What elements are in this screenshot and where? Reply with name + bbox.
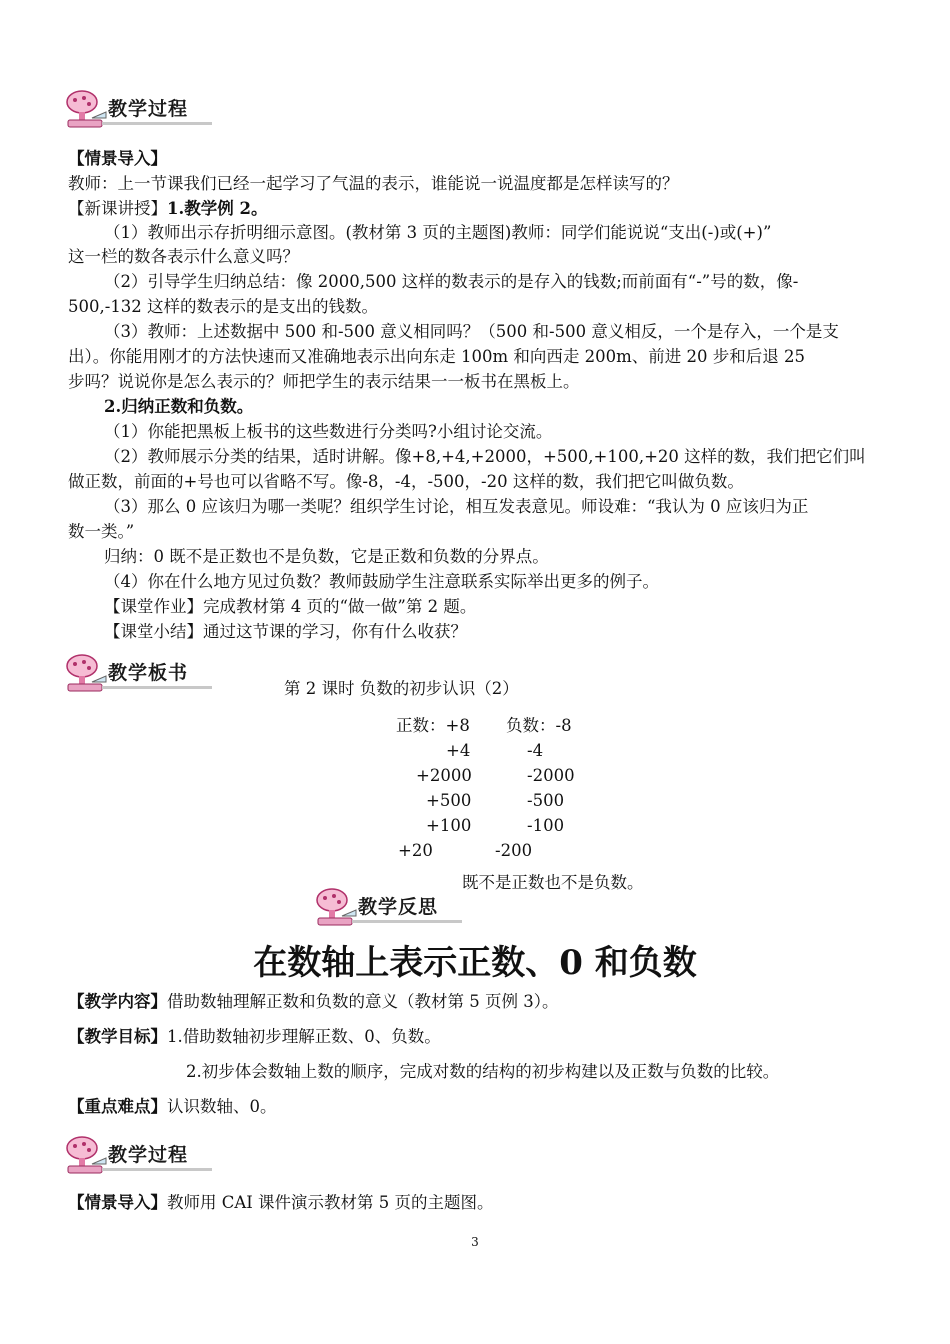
classwork-text: 【课堂作业】完成教材第 4 页的“做一做”第 2 题。 [104, 597, 477, 616]
board-positive-item: +100 [426, 816, 472, 835]
key-line [68, 1096, 277, 1118]
question-4: （4）你在什么地方见过负数？教师鼓励学生注意联系实际举出更多的例子。 [104, 572, 659, 591]
goal-1: 1.借助数轴初步理解正数、0、负数。 [167, 1027, 441, 1046]
section-badge-reflection [312, 886, 462, 928]
badge-underline [352, 920, 462, 923]
board-positive-item: +2000 [416, 766, 472, 785]
question-1: （1）你能把黑板上板书的这些数进行分类吗?小组讨论交流。 [104, 422, 553, 441]
board-negative-item: -2000 [527, 766, 575, 785]
paragraph-3-line-1: （3）教师：上述数据中 500 和-500 意义相同吗？（500 和-500 意义相反，一个是存入，一个是支 [104, 322, 839, 341]
new-lesson-label: 【新课讲授】 [68, 199, 167, 218]
content-text: 借助数轴理解正数和负数的意义（教材第 5 页例 3）。 [167, 992, 559, 1011]
paragraph-2-line-1: （2）引导学生归纳总结：像 2000,500 这样的数表示的是存入的钱数;而前面有“-”号的数，像- [104, 272, 799, 291]
goal-label: 【教学目标】 [68, 1027, 167, 1046]
badge-underline [102, 1168, 212, 1171]
board-positive-label: 正数：+8 [396, 716, 470, 735]
question-2-line-2: 做正数，前面的+号也可以省略不写。像-8，-4，-500，-20 这样的数，我们把它叫做负数。 [68, 472, 744, 491]
badge-underline [102, 686, 212, 689]
question-3-line-2: 数一类。” [68, 522, 135, 541]
question-3-line-1: （3）那么 0 应该归为哪一类呢？组织学生讨论，相互发表意见。师设难：“我认为 0 应该归为正 [104, 497, 809, 516]
badge-label: 教学反思 [358, 896, 439, 918]
board-negative-item: -100 [527, 816, 565, 835]
goal-2: 2.初步体会数轴上数的顺序，完成对数的结构的初步构建以及正数与负数的比较。 [186, 1062, 780, 1081]
badge-underline [102, 122, 212, 125]
section-badge-blackboard [62, 652, 212, 694]
board-heading: 第 2 课时 负数的初步认识（2） [284, 679, 519, 698]
badge-label: 教学过程 [108, 1144, 189, 1166]
intro-label-2: 【情景导入】 [68, 1193, 167, 1212]
badge-label: 教学板书 [108, 662, 189, 684]
paragraph-3-line-2: 出）。你能用刚才的方法快速而又准确地表示出向东走 100m 和向西走 200m、前进 20 步和后退 25 [68, 347, 805, 366]
section-2-heading: 2.归纳正数和负数。 [104, 397, 254, 416]
paragraph-2-line-2: 500,-132 这样的数表示的是支出的钱数。 [68, 297, 379, 316]
paragraph-1-line-2: 这一栏的数各表示什么意义吗？ [68, 247, 299, 266]
intro-text: 教师：上一节课我们已经一起学习了气温的表示，谁能说一说温度都是怎样读写的？ [68, 174, 679, 193]
paragraph-3-line-3: 步吗？说说你是怎么表示的？师把学生的表示结果一一板书在黑板上。 [68, 372, 580, 391]
intro-label: 【情景导入】 [68, 149, 167, 168]
new-lesson-heading: 1.教学例 2。 [167, 199, 268, 218]
board-zero-note: 既不是正数也不是负数。 [462, 873, 644, 892]
board-negative-label: 负数：-8 [506, 716, 572, 735]
board-negative-item: -500 [527, 791, 565, 810]
question-2-line-1: （2）教师展示分类的结果，适时讲解。像+8,+4,+2000，+500,+100,+20 这样的数，我们把它们叫 [104, 447, 866, 466]
lesson-title: 在数轴上表示正数、0 和负数 [253, 943, 697, 983]
goal-line-1 [68, 1026, 441, 1048]
board-positive-item: +20 [398, 841, 433, 860]
section-badge-teaching-process [62, 1134, 212, 1176]
board-negative-item: -200 [495, 841, 533, 860]
board-negative-item: -4 [527, 741, 544, 760]
summary-text: 归纳：0 既不是正数也不是负数，它是正数和负数的分界点。 [104, 547, 549, 566]
recap-text: 【课堂小结】通过这节课的学习，你有什么收获？ [104, 622, 467, 641]
content-line [68, 991, 558, 1013]
intro-line-2 [68, 1192, 494, 1214]
intro-text-2: 教师用 CAI 课件演示教材第 5 页的主题图。 [167, 1193, 494, 1212]
page-number: 3 [471, 1235, 479, 1249]
paragraph-1-line-1: （1）教师出示存折明细示意图。(教材第 3 页的主题图)教师：同学们能说说“支出(-)或(+)” [104, 223, 772, 242]
content-label: 【教学内容】 [68, 992, 167, 1011]
key-label: 【重点难点】 [68, 1097, 167, 1116]
board-positive-item: +4 [446, 741, 471, 760]
new-lesson-line [68, 198, 267, 220]
board-positive-item: +500 [426, 791, 472, 810]
section-badge-teaching-process [62, 88, 212, 130]
key-text: 认识数轴、0。 [167, 1097, 277, 1116]
badge-label: 教学过程 [108, 98, 189, 120]
